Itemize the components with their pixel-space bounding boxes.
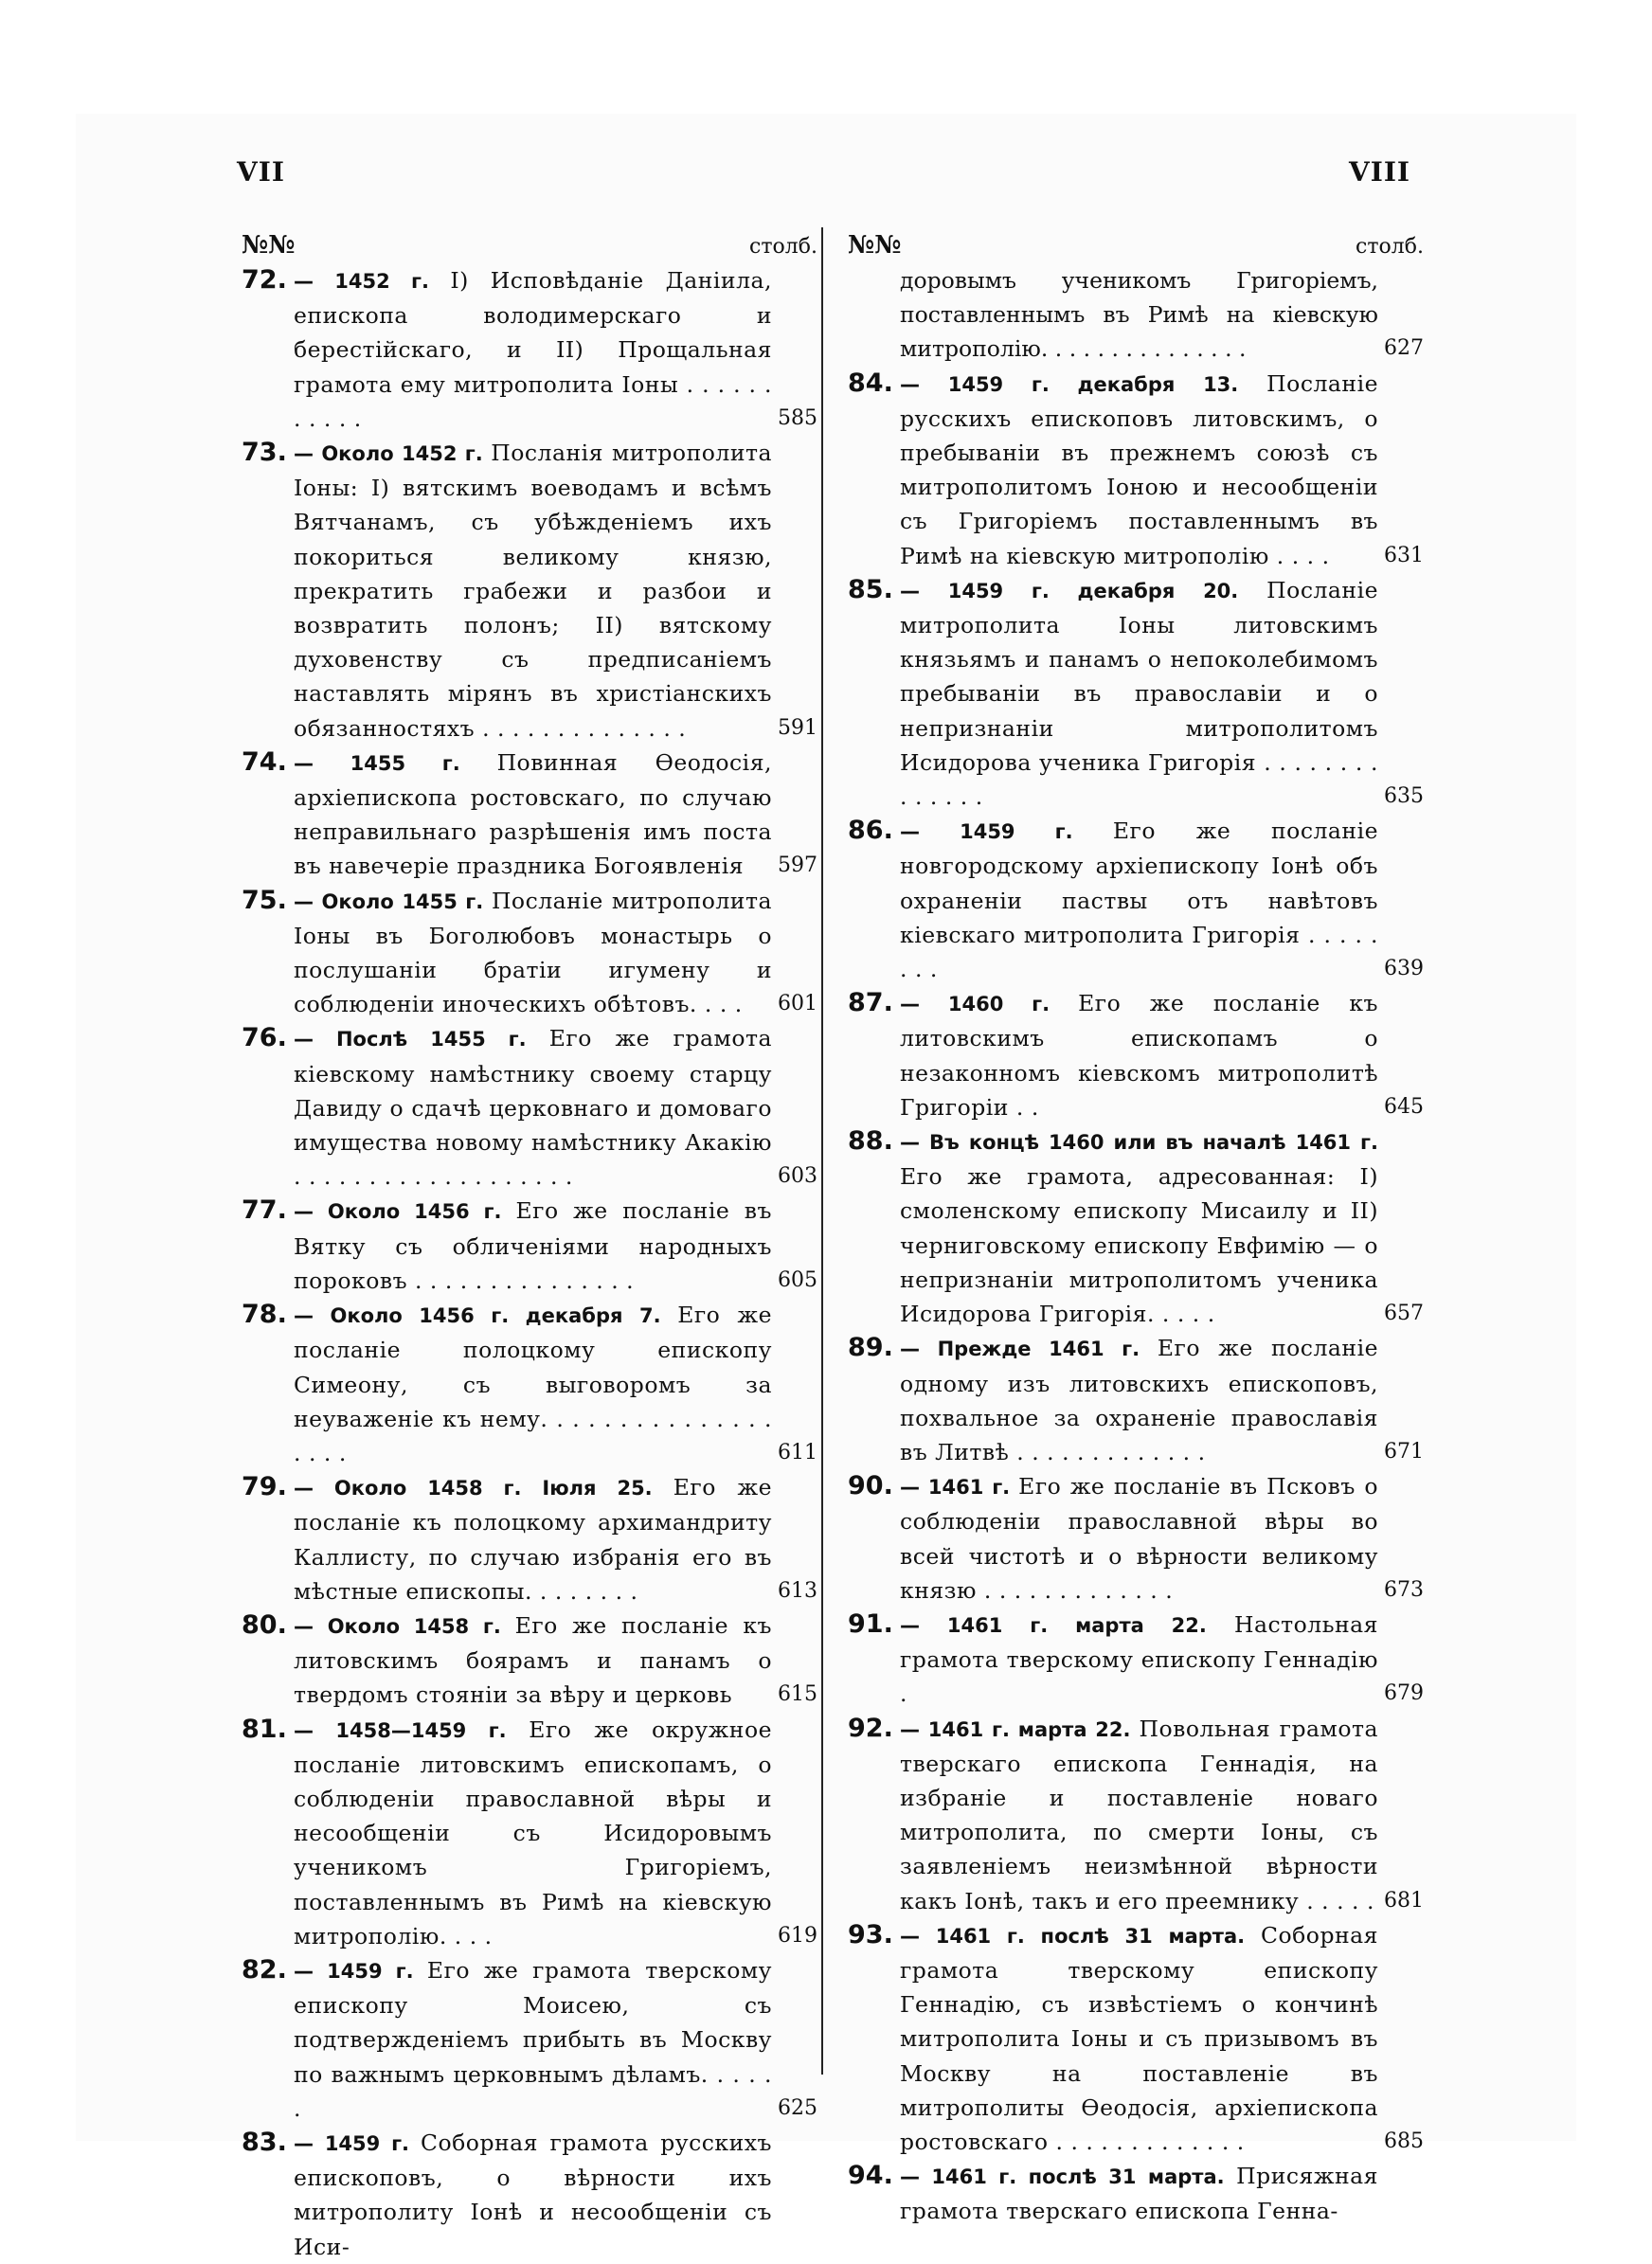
entry-text: Его же грамота тверскому епископу Моисею, съ подтвержденіемъ прибыть въ Москву по важнымъ церковнымъ дѣламъ. . . . . . (294, 1956, 772, 2122)
entry-date: — Послѣ 1455 г. (294, 1028, 527, 1051)
entry-number: 76. (242, 1023, 287, 1053)
entry-number: 86. (848, 816, 893, 846)
entry-page: 591 (778, 715, 817, 740)
columns-header: столб. (749, 235, 817, 259)
entry-number: 75. (242, 885, 287, 915)
entry-number: 92. (848, 1713, 893, 1743)
entry-page: 585 (778, 405, 817, 430)
toc-entry (242, 1608, 817, 1713)
entry-page: 615 (778, 1682, 817, 1707)
entry-text: доровымъ ученикомъ Григоріемъ, поставленнымъ въ Римѣ на кіевскую митрополію. . . . . . . . . . . . . . . (900, 267, 1378, 363)
entry-text: Его же посланіе къ литовскимъ боярамъ и панамъ о твердомъ стояніи за вѣру и церковь (294, 1611, 772, 1709)
toc-entry (848, 986, 1424, 1124)
entry-page: 645 (1384, 1094, 1424, 1119)
entry-text: Его же посланіе къ полоцкому архимандриту Каллисту, по случаю избранія его въ мѣстные епископы. . . . . . . . (294, 1474, 772, 1605)
toc-entry (848, 1124, 1424, 1331)
entry-text: Присяжная грамота тверскаго епископа Генна- (900, 2163, 1378, 2225)
entry-page: 681 (1384, 1888, 1424, 1913)
entry-page: 601 (778, 992, 817, 1016)
entry-page: 671 (1384, 1439, 1424, 1464)
entry-date: — Прежде 1461 г. (900, 1338, 1140, 1361)
entry-number: 90. (848, 1471, 893, 1501)
entry-number: 83. (242, 2127, 287, 2157)
entry-text: Посланіе митрополита Іоны литовскимъ князьямъ и панамъ о непоколебимомъ пребываніи въ православіи и о непризнаніи митрополитомъ Исидорова ученика Григорія . . . . . . . . . . . . . . (900, 576, 1378, 811)
toc-entry (242, 2126, 817, 2264)
entry-text: Его же посланіе въ Вятку съ обличеніями народныхъ пороковъ . . . . . . . . . . . . . . . (294, 1197, 772, 1294)
entry-date: — 1458—1459 г. (294, 1718, 507, 1742)
entry-date: — 1452 г. (294, 270, 429, 293)
entry-number: 72. (242, 265, 287, 295)
entry-number: 85. (848, 574, 893, 604)
entry-date: — Около 1455 г. (294, 889, 484, 913)
left-column (242, 231, 817, 2264)
toc-entry (242, 1298, 817, 1470)
columns-header: столб. (1356, 235, 1424, 259)
entry-page: 605 (778, 1267, 817, 1292)
entry-text: Соборная грамота тверскому епископу Геннадію, съ извѣстіемъ о кончинѣ митрополита Іоны и съ призывомъ въ Москву на поставленіе въ митрополиты Ѳеодосія, архіепископа ростовскаго . . . . . . . . . . . . . (900, 1921, 1378, 2155)
entry-text: Настольная грамота тверскому епископу Геннадію . (900, 1610, 1378, 1708)
entry-text: Его же грамота кіевскому намѣстнику своему старцу Давиду о сдачѣ церковнаго и домоваго имущества новому намѣстнику Акакію . . . . . . . . . . . . . . . . . . . (294, 1025, 772, 1191)
toc-entry (242, 436, 817, 746)
entry-text: Повинная Ѳеодосія, архіепископа ростовскаго, по случаю неправильнаго разрѣшенія имъ поста въ навечеріе праздника Богоявленія (294, 748, 772, 880)
entry-date: — 1459 г. декабря 20. (900, 579, 1239, 602)
entry-number: 89. (848, 1333, 893, 1363)
entry-number: 84. (848, 368, 893, 398)
entry-page: 619 (778, 1923, 817, 1948)
entry-date: — 1461 г. марта 22. (900, 1717, 1131, 1741)
entry-page: 639 (1384, 957, 1424, 981)
entry-number: 78. (242, 1300, 287, 1330)
entry-text: Его же окружное посланіе литовскимъ епископамъ, о соблюденіи православной вѣры и несообщеніи съ Исидоровымъ ученикомъ Григоріемъ, поставленнымъ въ Римѣ на кіевскую митрополію. . . . (294, 1716, 772, 1950)
toc-entry (848, 573, 1424, 814)
entry-date: — Около 1456 г. (294, 1200, 502, 1224)
entry-text: Его же посланіе новгородскому архіепископу Іонѣ объ охраненіи паствы отъ навѣтовъ кіевскаго митрополита Григорія . . . . . . . . (900, 818, 1378, 983)
entry-page: 625 (778, 2095, 817, 2120)
numbers-header: №№ (242, 231, 296, 260)
entry-page: 597 (778, 853, 817, 878)
entry-date: — 1460 г. (900, 993, 1050, 1016)
page-number-left: VII (237, 156, 285, 188)
entry-number: 79. (242, 1472, 287, 1502)
entry-page: 673 (1384, 1577, 1424, 1602)
page-number-right: VIII (1349, 156, 1411, 188)
toc-entry (242, 1713, 817, 1953)
entry-number: 88. (848, 1126, 893, 1157)
entry-number: 82. (242, 1954, 287, 1985)
numbers-header: №№ (848, 231, 902, 260)
entry-number: 91. (848, 1608, 893, 1639)
entry-date: — Въ концѣ 1460 или въ началѣ 1461 г. (900, 1131, 1378, 1155)
toc-entry (242, 1953, 817, 2126)
entry-date: — 1455 г. (294, 751, 460, 775)
entry-text: Его же грамота, адресованная: I) смоленскому епископу Мисаилу и II) черниговскому епископу Евфимію — о непризнаніи митрополитомъ ученика Исидорова Григорія. . . . . (900, 1163, 1378, 1328)
toc-entry (242, 1021, 817, 1194)
entry-page: 657 (1384, 1302, 1424, 1326)
entry-page: 679 (1384, 1681, 1424, 1706)
entry-date: — 1461 г. послѣ 31 марта. (900, 2165, 1225, 2189)
right-column (848, 231, 1424, 2229)
toc-entry (242, 1194, 817, 1298)
entry-text: Его же посланіе въ Псковъ о соблюденіи православной вѣры во всей чистотѣ и о вѣрности великому князю . . . . . . . . . . . . . (900, 1473, 1378, 1604)
entry-number: 87. (848, 988, 893, 1018)
entry-page: 635 (1384, 784, 1424, 809)
toc-entry (242, 746, 817, 884)
toc-entry (848, 367, 1424, 573)
entry-page: 627 (1384, 336, 1424, 361)
toc-entry (242, 1470, 817, 1608)
entry-number: 93. (848, 1919, 893, 1950)
entry-date: — Около 1458 г. (294, 1614, 501, 1638)
entry-number: 73. (242, 438, 287, 468)
entry-text: Посланіе русскихъ епископовъ литовскимъ, о пребываніи въ прежнемъ союзѣ съ митрополитомъ Іоною и несообщеніи съ Григоріемъ поставленнымъ въ Римѣ на кіевскую митрополію . . . . (900, 369, 1378, 569)
column-header-left (242, 231, 817, 261)
entry-date: — 1459 г. (294, 2131, 410, 2155)
entry-date: — Около 1458 г. Іюля 25. (294, 1477, 653, 1500)
entry-date: — Около 1456 г. декабря 7. (294, 1304, 661, 1328)
entry-page: 685 (1384, 2129, 1424, 2153)
entry-page: 611 (778, 1440, 817, 1464)
entry-date: — 1461 г. марта 22. (900, 1613, 1207, 1637)
entry-date: — Около 1452 г. (294, 442, 483, 466)
entry-date: — 1461 г. послѣ 31 марта. (900, 1924, 1246, 1948)
entry-text: Его же посланіе къ литовскимъ епископамъ о незаконномъ кіевскомъ митрополитѣ Григоріи . . (900, 990, 1378, 1121)
entry-number: 74. (242, 746, 287, 777)
right-entries (848, 367, 1424, 2229)
entry-text: Посланіе митрополита Іоны въ Боголюбовъ монастырь о послушаніи братіи игумену и соблюденіи иноческихъ обѣтовъ. . . . (294, 887, 772, 1018)
toc-entry (848, 1712, 1424, 1918)
entry-date: — 1459 г. (294, 1959, 414, 1983)
column-header-right (848, 231, 1424, 261)
entry-number: 77. (242, 1195, 287, 1226)
toc-entry (242, 263, 817, 436)
entry-text: Повольная грамота тверскаго епископа Геннадія, на избраніе и поставленіе новаго митрополита, по смерти Іоны, съ заявленіемъ неизмѣнной вѣрности какъ Іонѣ, такъ и его преемнику . . . . . (900, 1715, 1378, 1914)
toc-entry (242, 884, 817, 1022)
toc-entry (848, 2159, 1424, 2228)
left-entries (242, 263, 817, 2264)
entry-page: 631 (1384, 543, 1424, 567)
entry-text: Его же посланіе полоцкому епископу Симеону, съ выговоромъ за неуваженіе къ нему. . . . . . . . . . . . . . . . . . . (294, 1302, 772, 1466)
entry-date: — 1459 г. (900, 820, 1073, 844)
toc-entry (848, 1469, 1424, 1608)
entry-text: I) Исповѣданіе Даніила, епископа володимерскаго и берестійскаго, и II) Прощальная грамота ему митрополита Іоны . . . . . . . . . . . (294, 267, 772, 432)
toc-entry (848, 1918, 1424, 2159)
entry-text: Посланія митрополита Іоны: I) вятскимъ воеводамъ и всѣмъ Вятчанамъ, съ убѣжденіемъ ихъ покориться великому князю, прекратить грабежи и разбои и возвратить полонъ; II) вятскому духовенству съ предписаніемъ наставлять мірянъ въ христіанскихъ обязанностяхъ . . . . . . . . . . . . . . (294, 440, 772, 742)
entry-text: Его же посланіе одному изъ литовскихъ епископовъ, похвальное за охраненіе православія въ Литвѣ . . . . . . . . . . . . . (900, 1335, 1378, 1465)
toc-entry (848, 814, 1424, 986)
entry-number: 94. (848, 2161, 893, 2191)
toc-entry (848, 1608, 1424, 1712)
entry-number: 81. (242, 1714, 287, 1744)
entry-page: 603 (778, 1164, 817, 1189)
column-divider (821, 227, 823, 2075)
entry-text: Соборная грамота русскихъ епископовъ, о вѣрности ихъ митрополиту Іонѣ и несообщеніи съ Иси- (294, 2129, 772, 2260)
toc-entry (848, 1331, 1424, 1469)
continued-entry (848, 263, 1424, 367)
entry-number: 80. (242, 1609, 287, 1640)
entry-date: — 1461 г. (900, 1476, 1011, 1500)
entry-page: 613 (778, 1578, 817, 1603)
entry-date: — 1459 г. декабря 13. (900, 372, 1239, 396)
